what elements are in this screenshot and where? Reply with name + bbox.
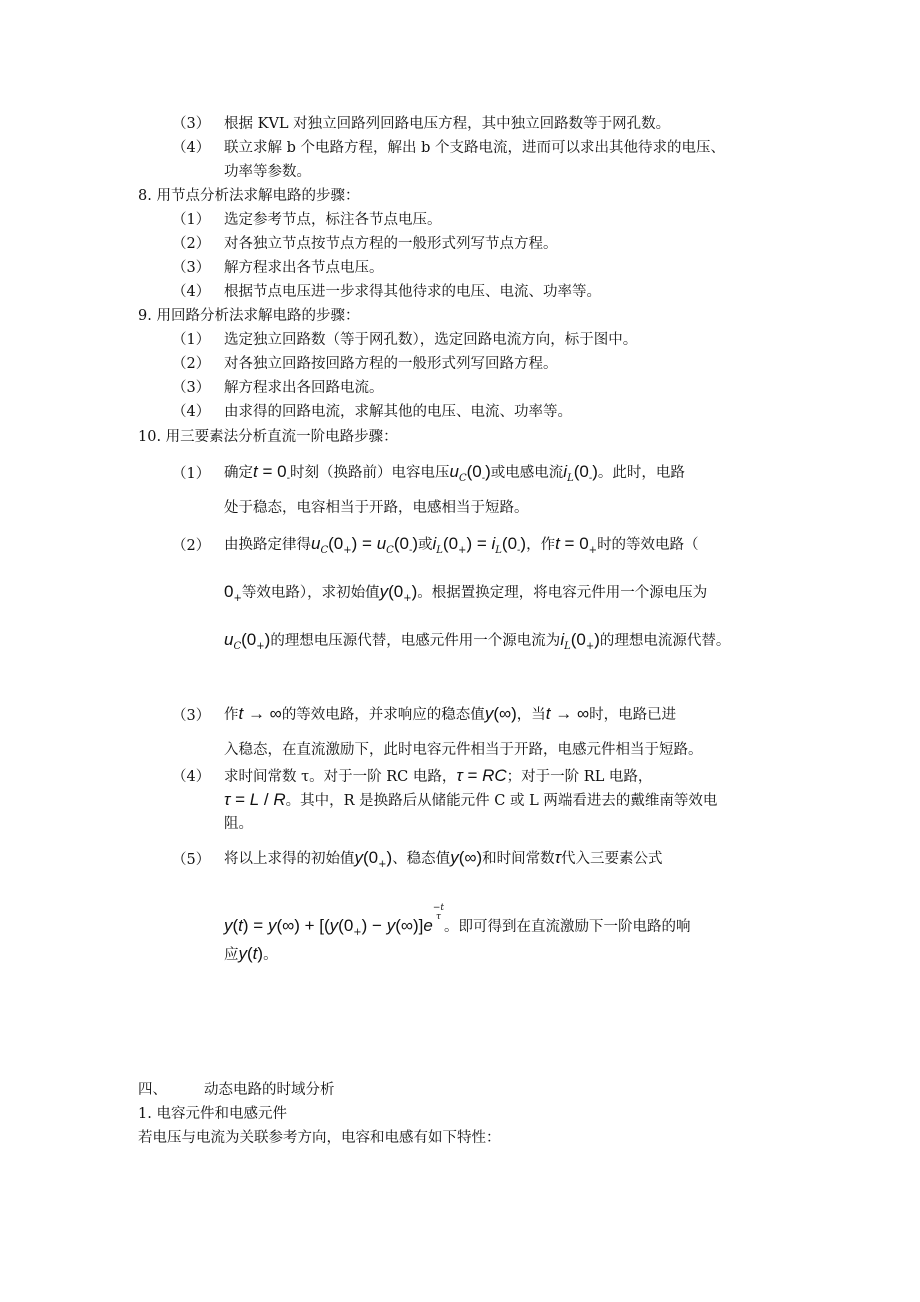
step-number: （3） bbox=[172, 380, 211, 396]
step-number: （1） bbox=[172, 332, 211, 348]
step-text: 由求得的回路电流，求解其他的电压、电流、功率等。 bbox=[224, 404, 572, 420]
step-text: 作t → ∞的等效电路，并求响应的稳态值y(∞)，当t → ∞时，电路已进 bbox=[224, 704, 677, 723]
step-text: 解方程求出各节点电压。 bbox=[224, 260, 384, 276]
step-number: （1） bbox=[172, 212, 211, 228]
step-number: （4） bbox=[172, 284, 211, 300]
step-text: 选定参考节点，标注各节点电压。 bbox=[224, 212, 442, 228]
step-text: 功率等参数。 bbox=[224, 164, 311, 180]
section-heading: 9. 用回路分析法求解电路的步骤： bbox=[138, 308, 360, 324]
step-text: 将以上求得的初始值$y(0_+)$、稳态值y(∞)和时间常数τ代入三要素公式 bbox=[224, 848, 663, 870]
step-number: （1） bbox=[172, 466, 211, 482]
step-number: （4） bbox=[172, 404, 211, 420]
step-text: 求时间常数 τ。对于一阶 RC 电路，τ = RC；对于一阶 RL 电路， bbox=[224, 766, 653, 785]
chapter-number: 四、 bbox=[138, 1082, 167, 1098]
subsection-heading: 1. 电容元件和电感元件 bbox=[138, 1106, 287, 1122]
step-number: （2） bbox=[172, 236, 211, 252]
step-text: 选定独立回路数（等于网孔数），选定回路电流方向，标于图中。 bbox=[224, 332, 638, 348]
step-number: （2） bbox=[172, 356, 211, 372]
step-text: 确定$t = 0_-$时刻（换路前）电容电压$u_C(0_-)$或电感电流$i_L(0_-)$。此时，电路 bbox=[224, 462, 685, 484]
step-text: 对各独立节点按节点方程的一般形式列写节点方程。 bbox=[224, 236, 558, 252]
step-text: 解方程求出各回路电流。 bbox=[224, 380, 384, 396]
step-text: 对各独立回路按回路方程的一般形式列写回路方程。 bbox=[224, 356, 558, 372]
step-number: （3） bbox=[172, 260, 211, 276]
step-number: （3） bbox=[172, 116, 211, 132]
step-text: 阻。 bbox=[224, 816, 253, 832]
step-number: （2） bbox=[172, 538, 211, 554]
step-text: τ = L / R。其中，R 是换路后从储能元件 C 或 L 两端看进去的戴维南等效电 bbox=[224, 790, 718, 809]
step-number: （5） bbox=[172, 852, 211, 868]
section-heading: 10. 用三要素法分析直流一阶电路步骤： bbox=[138, 429, 398, 445]
step-text: 由换路定律得$u_C(0_+) = u_C(0_-)$或$i_L(0_+) = i_L(0_-)$，作$t = 0_+$时的等效电路（ bbox=[224, 534, 699, 556]
step-text: 根据节点电压进一步求得其他待求的电压、电流、功率等。 bbox=[224, 284, 601, 300]
step-text: 处于稳态，电容相当于开路，电感相当于短路。 bbox=[224, 500, 529, 516]
paragraph: 若电压与电流为关联参考方向，电容和电感有如下特性： bbox=[138, 1130, 501, 1146]
three-element-formula: $y(t) = y(\infty) + [(y(0_+) - y(\infty)]e$ −t τ 。即可得到在直流激励下一阶电路的响 bbox=[224, 903, 691, 938]
step-text: $0_+$等效电路），求初始值$y(0_+)$。根据置换定理，将电容元件用一个源电压为 bbox=[224, 582, 708, 604]
step-text: 应y(t)。 bbox=[224, 944, 278, 963]
step-number: （3） bbox=[172, 708, 211, 724]
step-text: 入稳态，在直流激励下，此时电容元件相当于开路，电感元件相当于短路。 bbox=[224, 742, 703, 758]
step-text: 根据 KVL 对独立回路列回路电压方程，其中独立回路数等于网孔数。 bbox=[224, 116, 671, 132]
section-heading: 8. 用节点分析法求解电路的步骤： bbox=[138, 188, 360, 204]
step-text: 联立求解 b 个电路方程，解出 b 个支路电流，进而可以求出其他待求的电压、 bbox=[224, 140, 725, 156]
step-number: （4） bbox=[172, 769, 211, 785]
chapter-title: 动态电路的时域分析 bbox=[204, 1082, 335, 1098]
step-text: $u_C(0_+)$的理想电压源代替，电感元件用一个源电流为$i_L(0_+)$的理想电流源代替。 bbox=[224, 630, 731, 652]
step-number: （4） bbox=[172, 140, 211, 156]
